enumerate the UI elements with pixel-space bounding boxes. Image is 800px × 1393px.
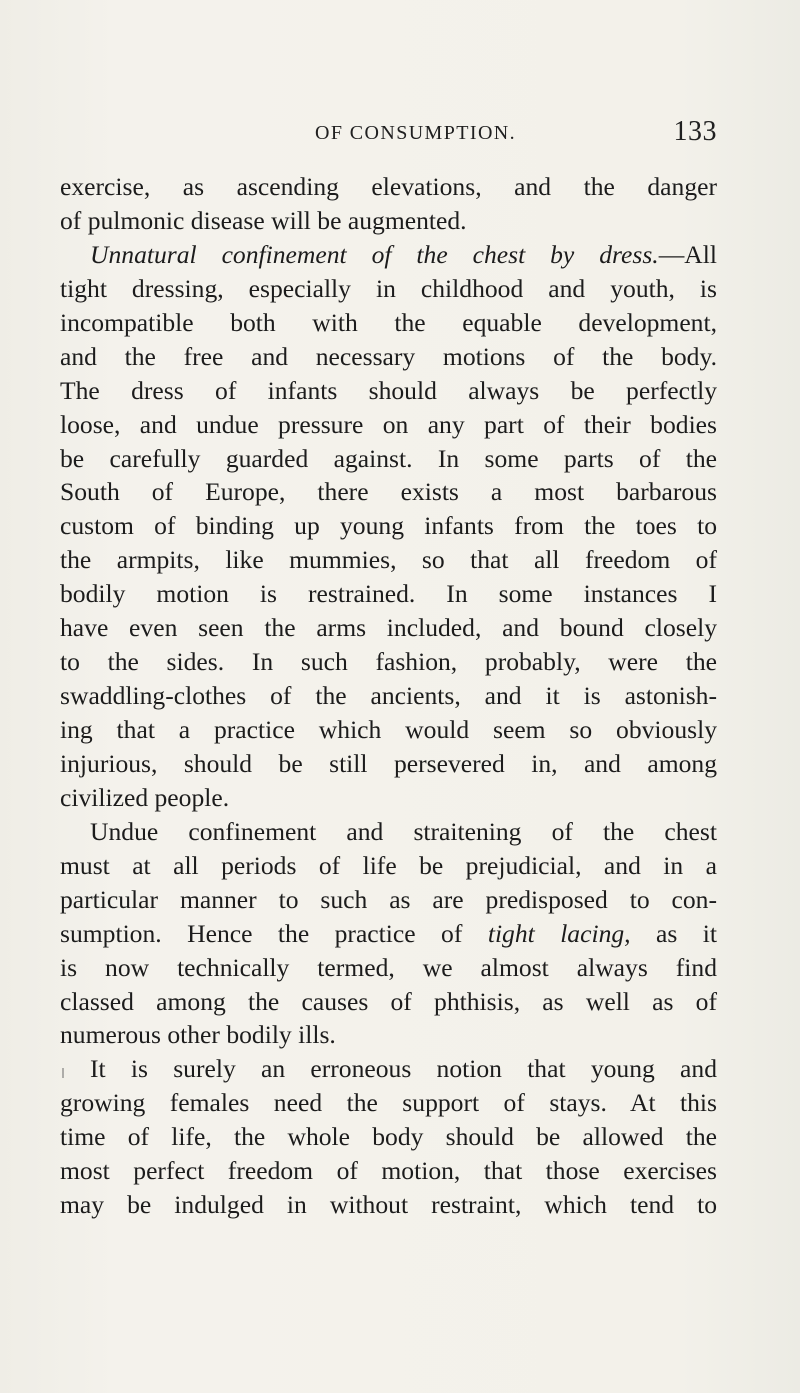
text-line: exercise, as ascending elevations, and the danger <box>60 172 717 201</box>
text-line: most perfect freedom of motion, that those exercises <box>60 1156 717 1186</box>
text-line: be carefully guarded against. In some parts of the <box>60 443 717 473</box>
text-line: may be indulged in without restraint, which tend to <box>60 1190 717 1220</box>
page-number: 133 <box>673 116 717 147</box>
body-text <box>60 170 717 1222</box>
text-line: swaddling-clothes of the ancients, and it is astonish- <box>60 681 717 711</box>
text-line: Undue confinement and straitening of the chest <box>90 816 717 846</box>
text-line: to the sides. In such fashion, probably, were the <box>60 647 717 677</box>
text-line: must at all periods of life be prejudicial, and in a <box>60 850 717 880</box>
text-line: growing females need the support of stays. At this <box>60 1088 717 1118</box>
text-line: of pulmonic disease will be augmented. <box>60 205 467 235</box>
text-line: South of Europe, there exists a most barbarous <box>60 477 717 507</box>
text-line: time of life, the whole body should be allowed the <box>60 1122 717 1152</box>
text-line: It is surely an erroneous notion that young and <box>90 1054 717 1084</box>
text-line: have even seen the arms included, and bound closely <box>60 613 717 643</box>
running-title: OF CONSUMPTION. <box>315 122 517 144</box>
text-line: and the free and necessary motions of the body. <box>60 341 717 371</box>
text-line: incompatible both with the equable development, <box>60 307 717 337</box>
section-heading-line <box>60 238 717 272</box>
section-heading-dash: —All <box>658 239 717 269</box>
text-line <box>60 917 717 951</box>
text-line: tight dressing, especially in childhood and youth, is <box>60 273 717 303</box>
text-line: particular manner to such as are predisposed to con- <box>60 884 717 914</box>
text-segment: sumption. Hence the practice of <box>60 918 463 948</box>
text-line: custom of binding up young infants from the toes to <box>60 511 717 541</box>
text-line: bodily motion is restrained. In some instances I <box>60 579 717 609</box>
text-line: ing that a practice which would seem so obviously <box>60 715 717 744</box>
italic-term: tight lacing, <box>487 918 631 948</box>
text-segment: as it <box>656 918 718 948</box>
text-line: is now technically termed, we almost always find <box>60 952 717 982</box>
text-line: injurious, should be still persevered in, and among <box>60 748 717 778</box>
text-line: civilized people. <box>60 782 230 812</box>
text-line: loose, and undue pressure on any part of their bodies <box>60 409 717 439</box>
text-line: the armpits, like mummies, so that all freedom of <box>60 545 717 575</box>
text-line: The dress of infants should always be perfectly <box>60 375 717 405</box>
text-line: classed among the causes of phthisis, as well as of <box>60 986 717 1016</box>
section-heading: Unnatural confinement of the chest by dress. <box>90 239 659 269</box>
scan-mark <box>62 1068 64 1078</box>
page-header <box>60 116 717 162</box>
text-line: numerous other bodily ills. <box>60 1020 336 1050</box>
